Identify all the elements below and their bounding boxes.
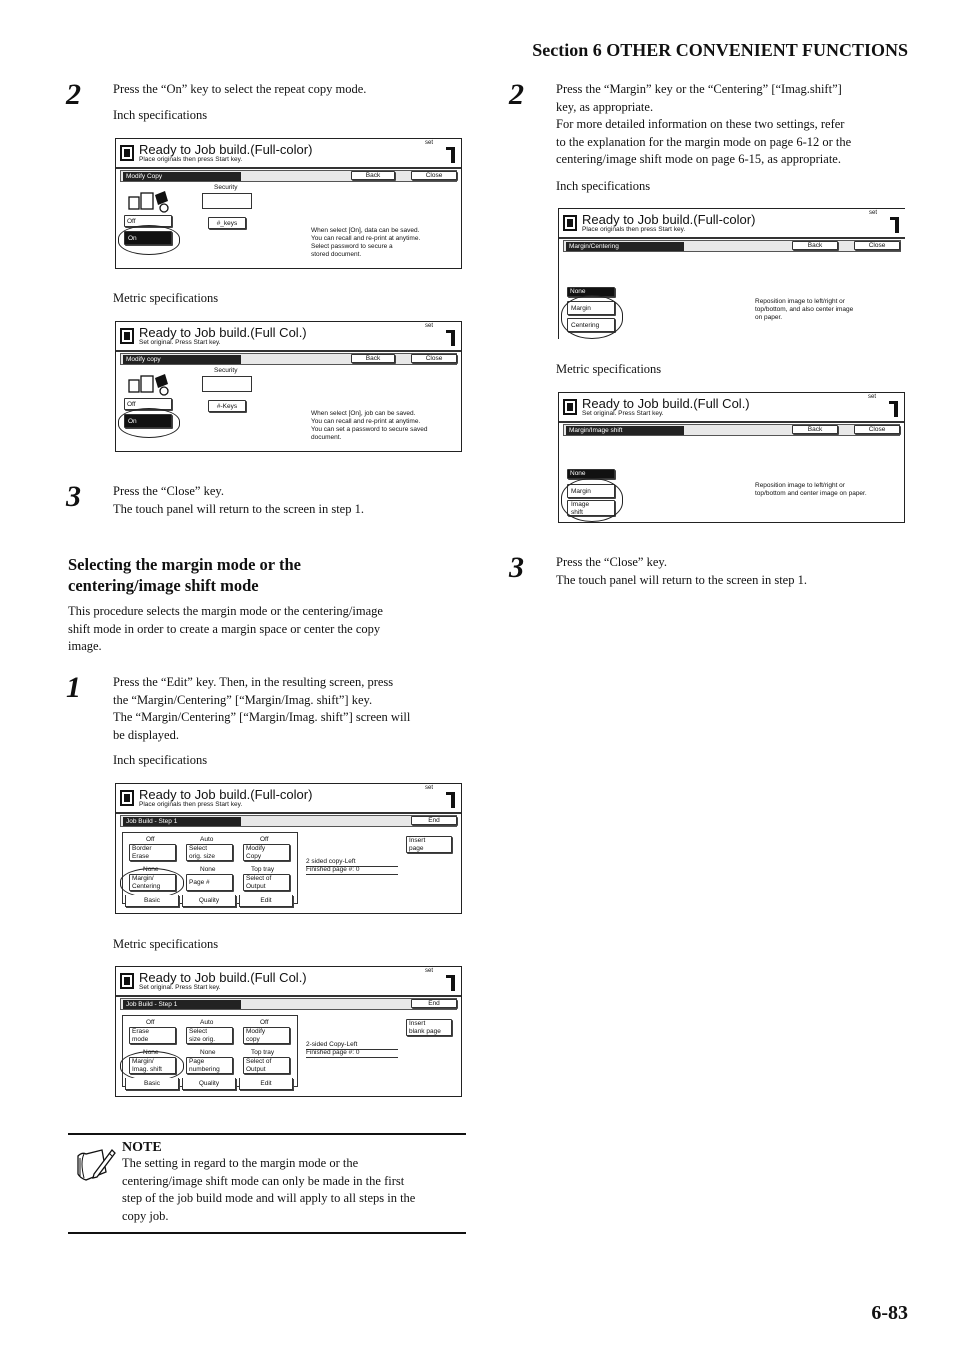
copy-count-icon — [895, 217, 899, 233]
step-text: Press the “Close” key. The touch panel will return to the screen in step 1. — [556, 555, 807, 587]
select-output-button[interactable]: Select of Output — [243, 1057, 290, 1074]
info-line: Finished page #: 0 — [306, 866, 360, 873]
note-top-rule — [68, 1133, 466, 1135]
document-icon — [120, 328, 134, 344]
copy-count-icon — [894, 401, 898, 417]
border-erase-button[interactable]: Border Erase — [129, 844, 176, 861]
none-button[interactable]: None — [567, 469, 615, 479]
setting-value: None — [200, 1049, 216, 1056]
section-heading: Selecting the margin mode or the centering/image shift mode — [68, 555, 301, 595]
step-number: 3 — [66, 480, 81, 513]
set-label: set — [424, 323, 433, 329]
centering-button[interactable]: Centering — [567, 318, 615, 332]
modify-copy-button[interactable]: Modify Copy — [243, 844, 290, 861]
end-button[interactable]: End — [411, 816, 457, 825]
touch-panel-screen — [558, 208, 905, 339]
back-button[interactable]: Back — [792, 425, 838, 434]
spec-label: Inch specifications — [113, 108, 208, 122]
keys-button[interactable]: #-Keys — [208, 400, 246, 412]
screen-subtitle: Place originals then press Start key. — [582, 226, 686, 233]
copy-count-icon — [451, 975, 455, 991]
set-label: set — [424, 140, 433, 146]
back-button[interactable]: Back — [792, 241, 838, 250]
touch-panel-screen — [115, 138, 462, 269]
note-pencil-icon — [72, 1144, 116, 1188]
screen-subtitle: Set original. Press Start key. — [139, 339, 221, 346]
screen-title: Ready to Job build.(Full-color) — [582, 212, 756, 227]
select-orig-size-button[interactable]: Select orig. size — [186, 844, 233, 861]
insert-blank-page-button[interactable]: Insert blank page — [406, 1019, 452, 1036]
on-button[interactable]: On — [124, 414, 172, 428]
touch-panel-screen — [115, 966, 462, 1097]
screen-title: Ready to Job build.(Full-color) — [139, 142, 313, 157]
set-label: set — [867, 394, 876, 400]
select-output-button[interactable]: Select of Output — [243, 874, 290, 891]
screen-title: Ready to Job build.(Full Col.) — [139, 970, 307, 985]
touch-panel-screen — [115, 321, 462, 452]
page-numbering-button[interactable]: Page numbering — [186, 1057, 233, 1074]
intro-text: This procedure selects the margin mode or the centering/image shift mode in order to create a margin space or center the copy image. — [68, 604, 383, 653]
setting-value: None — [200, 866, 216, 873]
setting-value: Off — [260, 1019, 269, 1026]
spec-label: Metric specifications — [113, 291, 219, 305]
touch-panel-screen — [558, 392, 905, 523]
keys-button[interactable]: #_keys — [208, 217, 246, 229]
page-number-button[interactable]: Page # — [186, 874, 233, 891]
screen-name: Margin/Image shift — [566, 426, 684, 435]
on-button[interactable]: On — [124, 231, 172, 245]
select-size-orig-button[interactable]: Select size orig. — [186, 1027, 233, 1044]
screen-subtitle: Set original. Press Start key. — [139, 984, 221, 991]
step-number: 3 — [509, 551, 524, 584]
end-button[interactable]: End — [411, 999, 457, 1008]
step-text: Press the “Edit” key. Then, in the resulting screen, press the “Margin/Centering” [“Margin/Imag. shift”] key. The “Margin/Centering” [“Margin/Imag. shift”] screen will be displayed. — [113, 675, 411, 742]
password-display — [202, 193, 252, 209]
highlight-circle — [561, 295, 623, 339]
modify-copy-button[interactable]: Modify copy — [243, 1027, 290, 1044]
close-button[interactable]: Close — [854, 425, 900, 434]
screen-name: Job Build - Step 1 — [123, 1000, 241, 1009]
setting-value: None — [143, 866, 159, 873]
spec-label: Metric specifications — [113, 937, 219, 951]
setting-value: Auto — [200, 836, 214, 843]
tab-edit[interactable]: Edit — [239, 1078, 293, 1090]
erase-mode-button[interactable]: Erase mode — [129, 1027, 176, 1044]
touch-panel-screen — [115, 783, 462, 914]
screen-message: Reposition image to left/right or top/bottom, and also center image on paper. — [755, 298, 854, 321]
tab-basic[interactable]: Basic — [125, 895, 179, 907]
highlight-circle — [118, 225, 180, 255]
info-line: Finished page #: 0 — [306, 1049, 360, 1056]
spec-label: Inch specifications — [556, 179, 651, 193]
screen-name: Modify copy — [123, 355, 241, 364]
margin-button[interactable]: Margin — [567, 484, 615, 498]
close-button[interactable]: Close — [854, 241, 900, 250]
insert-page-button[interactable]: Insert page — [406, 836, 452, 853]
setting-value: Off — [146, 836, 155, 843]
screen-title: Ready to Job build.(Full Col.) — [582, 396, 750, 411]
set-label: set — [424, 785, 433, 791]
step-number: 2 — [66, 78, 81, 111]
close-button[interactable]: Close — [411, 171, 457, 180]
setting-value: Top tray — [251, 866, 275, 873]
highlight-circle — [120, 868, 184, 898]
step-text: Press the “Close” key. The touch panel will return to the screen in step 1. — [113, 484, 364, 516]
document-icon — [563, 399, 577, 415]
margin-centering-button[interactable]: Margin/ Centering — [129, 874, 176, 891]
page-number: 6-83 — [871, 1302, 908, 1324]
screen-name: Modify Copy — [123, 172, 241, 181]
back-button[interactable]: Back — [351, 171, 395, 180]
screen-message: When select [On], data can be saved. You can recall and re-print at anytime. Select password to secure a stored document. — [311, 227, 421, 258]
copy-count-icon — [451, 147, 455, 163]
setting-value: None — [143, 1049, 159, 1056]
none-button[interactable]: None — [567, 287, 615, 297]
screen-name: Margin/Centering — [566, 242, 684, 251]
copy-count-icon — [451, 330, 455, 346]
note-bottom-rule — [68, 1232, 466, 1234]
off-button[interactable]: Off — [124, 398, 172, 410]
set-label: set — [868, 210, 877, 216]
spec-label: Inch specifications — [113, 753, 208, 767]
screen-subtitle: Place originals then press Start key. — [139, 801, 243, 808]
security-label: Security — [214, 367, 238, 374]
document-icon — [120, 790, 134, 806]
document-icon — [563, 215, 577, 231]
screen-message: Reposition image to left/right or top/bottom and center image on paper. — [755, 482, 867, 497]
highlight-circle — [118, 408, 180, 438]
back-button[interactable]: Back — [351, 354, 395, 363]
stored-document-icon — [128, 189, 170, 213]
screen-message: When select [On], job can be saved. You can recall and re-print at anytime. You can set a password to secure saved document. — [311, 410, 428, 441]
step-number: 2 — [509, 78, 524, 111]
set-label: set — [424, 968, 433, 974]
tab-edit[interactable]: Edit — [239, 895, 293, 907]
stored-document-icon — [128, 372, 170, 396]
screen-subtitle: Place originals then press Start key. — [139, 156, 243, 163]
security-label: Security — [214, 184, 238, 191]
setting-value: Top tray — [251, 1049, 275, 1056]
image-shift-button[interactable]: Image shift — [567, 500, 615, 516]
screen-title: Ready to Job build.(Full Col.) — [139, 325, 307, 340]
step-text: Press the “On” key to select the repeat copy mode. — [113, 82, 367, 96]
highlight-circle — [120, 1051, 184, 1081]
setting-value: Auto — [200, 1019, 214, 1026]
tab-basic[interactable]: Basic — [125, 1078, 179, 1090]
margin-imag-shift-button[interactable]: Margin/ Imag. shift — [129, 1057, 176, 1074]
screen-subtitle: Set original. Press Start key. — [582, 410, 664, 417]
document-icon — [120, 145, 134, 161]
tab-quality[interactable]: Quality — [182, 1078, 236, 1090]
copy-count-icon — [451, 792, 455, 808]
spec-label: Metric specifications — [556, 362, 662, 376]
off-button[interactable]: Off — [124, 215, 172, 227]
setting-value: Off — [146, 1019, 155, 1026]
info-line: 2-sided Copy-Left — [306, 1041, 358, 1048]
document-icon — [120, 973, 134, 989]
close-button[interactable]: Close — [411, 354, 457, 363]
step-number: 1 — [66, 671, 81, 704]
tab-quality[interactable]: Quality — [182, 895, 236, 907]
info-line: 2 sided copy-Left — [306, 858, 356, 865]
note-title: NOTE — [122, 1140, 162, 1155]
margin-button[interactable]: Margin — [567, 301, 615, 315]
screen-title: Ready to Job build.(Full-color) — [139, 787, 313, 802]
highlight-circle — [561, 478, 623, 522]
screen-name: Job Build - Step 1 — [123, 817, 241, 826]
setting-value: Off — [260, 836, 269, 843]
password-display — [202, 376, 252, 392]
note-text: The setting in regard to the margin mode or the centering/image shift mode can only be made in the first step of the job build mode and will apply to all steps in the copy job. — [122, 1156, 416, 1223]
section-header: Section 6 OTHER CONVENIENT FUNCTIONS — [532, 40, 908, 60]
step-text: Press the “Margin” key or the “Centering” [“Imag.shift”] key, as appropriate. For more detailed information on these two settings, refer to the explanation for the margin mode on page 6-12 or the centering/image shift mode on page 6-15, as appropriate. — [556, 82, 852, 166]
